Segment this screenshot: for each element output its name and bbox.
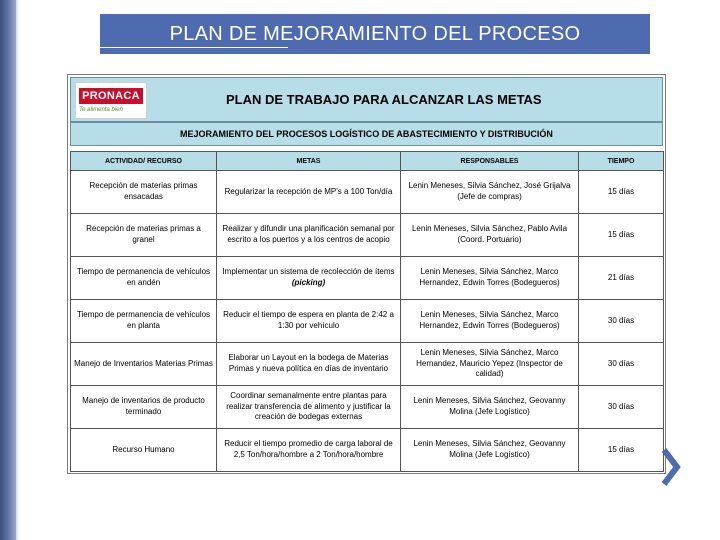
cell-responsables: Lenin Meneses, Silvia Sánchez, Marco Hernandez, Edwin Torres (Bodegueros) (401, 257, 579, 300)
cell-metas: Realizar y difundir una planificación semanal por escrito a los puertos y a los centros de acopio (217, 214, 401, 257)
cell-actividad: Recurso Humano (71, 429, 217, 472)
header-tiempo: TIEMPO (579, 152, 664, 171)
cell-tiempo: 15 días (579, 429, 664, 472)
cell-actividad: Manejo de inventarios de producto terminado (71, 386, 217, 429)
table-row (71, 300, 664, 343)
slide-title-bar (100, 14, 650, 54)
plan-table (70, 151, 664, 472)
cell-tiempo: 21 días (579, 257, 664, 300)
cell-metas: Coordinar semanalmente entre plantas para realizar transferencia de alimento y justificar la creación de bodegas externas (217, 386, 401, 429)
cell-tiempo: 30 días (579, 386, 664, 429)
cell-tiempo: 15 días (579, 214, 664, 257)
plan-document (67, 74, 666, 474)
cell-responsables: Lenin Meneses, Silvia Sánchez, Geovanny Molina (Jefe Logístico) (401, 386, 579, 429)
document-subheader (70, 122, 663, 146)
cell-actividad: Tiempo de permanencia de vehículos en planta (71, 300, 217, 343)
cell-responsables: Lenin Meneses, Silvia Sánchez, José Grijalva (Jefe de compras) (401, 171, 579, 214)
cell-metas: Regularizar la recepción de MP's a 100 Ton/día (217, 171, 401, 214)
cell-tiempo: 15 días (579, 171, 664, 214)
cell-metas-picking: (picking) (291, 278, 326, 287)
cell-responsables: Lenin Meneses, Silvia Sánchez, Marco Hernandez, Edwin Torres (Bodegueros) (401, 300, 579, 343)
cell-responsables: Lenin Meneses, Silvia Sánchez, Geovanny Molina (Jefe Logístico) (401, 429, 579, 472)
cell-responsables: Lenin Meneses, Silvia Sánchez, Pablo Avila (Coord. Portuario) (401, 214, 579, 257)
cell-tiempo: 30 días (579, 300, 664, 343)
cell-metas (217, 257, 401, 300)
cell-metas-text: Implementar un sistema de recolección de ítems (222, 267, 395, 277)
table-row (71, 386, 664, 429)
cell-tiempo: 30 días (579, 343, 664, 386)
table-header-row (71, 152, 664, 171)
cell-actividad: Manejo de Inventarios Materias Primas (71, 343, 217, 386)
cell-actividad: Recepción de materias primas a granel (71, 214, 217, 257)
cell-metas: Reducir el tiempo de espera en planta de 2:42 a 1:30 por vehículo (217, 300, 401, 343)
logo-slogan: Te alimenta bien (79, 107, 123, 113)
table-row (71, 257, 664, 300)
cell-metas: Reducir el tiempo promedio de carga laboral de 2,5 Ton/hora/hombre a 2 Ton/hora/hombre (217, 429, 401, 472)
document-header (70, 77, 663, 122)
cell-metas: Elaborar un Layout en la bodega de Materias Primas y nueva política en días de inventario (217, 343, 401, 386)
table-row (71, 343, 664, 386)
pronaca-logo (75, 82, 147, 119)
title-underline (100, 47, 288, 48)
side-decoration-stripe (0, 0, 16, 540)
header-metas: METAS (217, 152, 401, 171)
slide-title: PLAN DE MEJORAMIENTO DEL PROCESO (169, 22, 581, 45)
chevron-right-icon[interactable] (660, 447, 684, 487)
plan-title: PLAN DE TRABAJO PARA ALCANZAR LAS METAS (226, 92, 542, 107)
header-responsables: RESPONSABLES (401, 152, 579, 171)
table-row (71, 171, 664, 214)
table-row (71, 429, 664, 472)
header-actividad: ACTIVIDAD/ RECURSO (71, 152, 217, 171)
cell-responsables: Lenin Meneses, Silvia Sánchez, Marco Hernandez, Mauricio Yepez (Inspector de calidad) (401, 343, 579, 386)
logo-brand-text: PRONACA (79, 88, 143, 104)
cell-actividad: Recepción de materias primas ensacadas (71, 171, 217, 214)
subheader-title: MEJORAMIENTO DEL PROCESOS LOGÍSTICO DE ABASTECIMIENTO Y DISTRIBUCIÓN (180, 129, 553, 139)
cell-actividad: Tiempo de permanencia de vehículos en andén (71, 257, 217, 300)
table-row (71, 214, 664, 257)
